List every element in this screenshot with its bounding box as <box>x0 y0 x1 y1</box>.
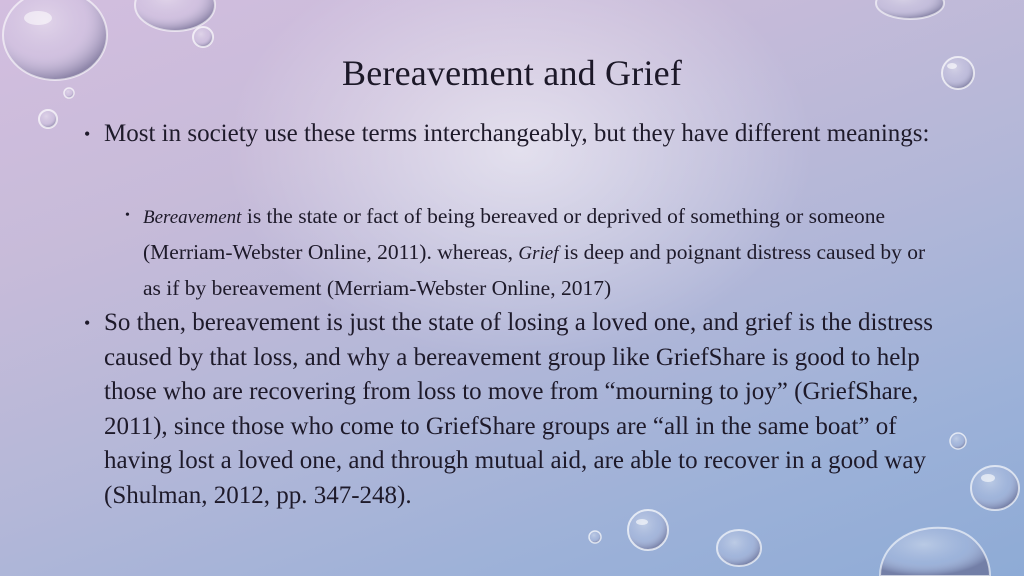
bullet-text: Most in society use these terms interchangeably, but they have different meanings: <box>104 120 930 147</box>
bullet-item <box>84 117 954 152</box>
definition-text: is deep and poignant distress caused by or as if by bereavement (Merriam-Webster Online, 2017) <box>143 240 926 300</box>
water-drop <box>589 531 601 543</box>
bullet-text: So then, bereavement is just the state of losing a loved one, and grief is the distress caused by that loss, and why a bereavement group like GriefShare is good to help those who are recovering from loss to move from “mourning to joy” (GriefShare, 2011), since those who come to GriefShare groups are “all in the same boat” of having lost a loved one, and through mutual aid, are able to recover in a good way (Shulman, 2012, pp. 347-248). <box>104 309 933 509</box>
water-drop <box>876 0 944 19</box>
bullet-marker: • <box>84 313 91 333</box>
term-grief: Grief <box>518 243 559 264</box>
water-drop <box>628 510 668 550</box>
slide-title: Bereavement and Grief <box>341 53 683 93</box>
water-drop <box>880 528 990 576</box>
definition-text: is the state or fact of being bereaved or deprived of something or someone (Merriam-Webster Online, 2011). whereas, <box>143 204 886 264</box>
bullet-marker: • <box>84 124 91 144</box>
water-drop <box>193 27 213 47</box>
water-drop <box>971 466 1019 510</box>
water-drop <box>39 110 57 128</box>
term-bereavement: Bereavement <box>143 207 242 228</box>
water-drop <box>717 530 761 566</box>
bullet-item <box>84 306 954 513</box>
bullet-marker: • <box>125 208 130 223</box>
sub-bullet-item <box>125 199 943 305</box>
